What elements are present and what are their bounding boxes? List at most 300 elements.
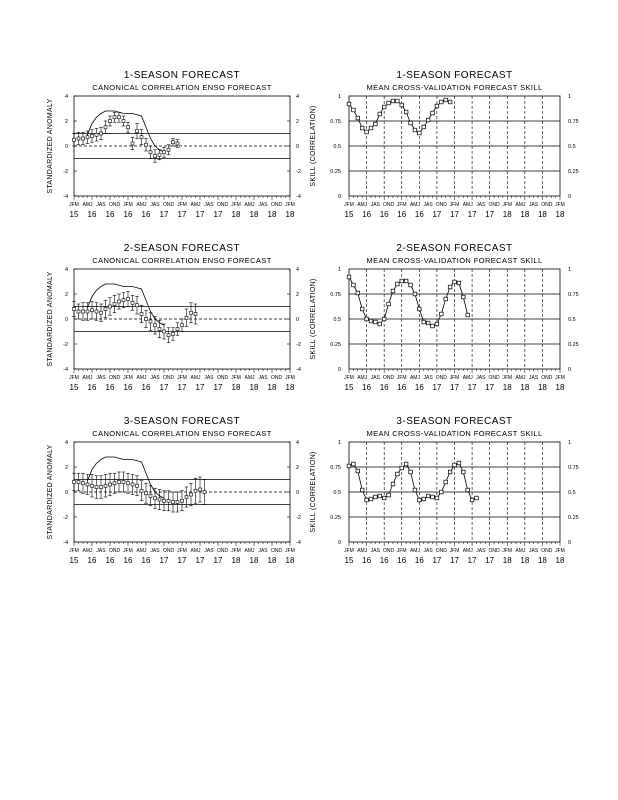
y2-tick-label: -2 bbox=[296, 169, 301, 175]
x-season-label: OND bbox=[488, 548, 500, 554]
x-year-label: 17 bbox=[432, 556, 442, 565]
forecast-point bbox=[118, 116, 121, 119]
y-axis-label: SKILL (CORRELATION) bbox=[310, 451, 317, 533]
x-year-label: 18 bbox=[555, 556, 565, 565]
chart-title: 3-SEASON FORECAST bbox=[396, 416, 513, 427]
skill-point bbox=[352, 283, 356, 287]
y2-tick-label: 0.25 bbox=[568, 342, 579, 348]
x-season-label: JFM bbox=[177, 375, 187, 381]
x-season-label: OND bbox=[435, 548, 447, 554]
x-year-label: 17 bbox=[450, 210, 459, 219]
y-tick-label: 4 bbox=[64, 267, 68, 273]
forecast-point bbox=[172, 333, 175, 336]
chart-title: 1-SEASON FORECAST bbox=[123, 70, 241, 81]
skill-point bbox=[413, 292, 417, 296]
x-season-label: JFM bbox=[502, 548, 513, 554]
x-year-label: 15 bbox=[344, 556, 354, 565]
skill-point bbox=[378, 322, 382, 326]
y-tick-label: 0.25 bbox=[330, 515, 341, 521]
x-year-label: 17 bbox=[159, 210, 169, 219]
skill-point bbox=[387, 302, 391, 306]
y-tick-label: 0 bbox=[64, 490, 68, 496]
skill-point bbox=[422, 320, 426, 324]
skill-point bbox=[347, 275, 351, 279]
forecast-point bbox=[167, 499, 170, 502]
x-year-label: 18 bbox=[231, 383, 241, 392]
x-year-label: 18 bbox=[502, 383, 512, 392]
x-year-label: 18 bbox=[520, 210, 530, 219]
x-season-label: JFM bbox=[502, 202, 513, 208]
forecast-point bbox=[95, 310, 98, 313]
x-year-label: 17 bbox=[213, 210, 223, 219]
forecast-point bbox=[77, 310, 80, 313]
x-season-label: AMJ bbox=[136, 202, 147, 208]
x-year-label: 16 bbox=[87, 210, 97, 219]
skill-point bbox=[413, 128, 417, 132]
x-year-label: 17 bbox=[485, 556, 495, 565]
forecast-point bbox=[136, 484, 139, 487]
forecast-point bbox=[86, 310, 89, 313]
x-season-label: AMJ bbox=[515, 375, 526, 381]
x-season-label: AMJ bbox=[357, 202, 368, 208]
x-season-label: JFM bbox=[285, 375, 295, 381]
chart-subtitle: CANONICAL CORRELATION ENSO FORECAST bbox=[92, 429, 272, 438]
x-year-label: 16 bbox=[379, 210, 389, 219]
x-year-label: 16 bbox=[414, 383, 424, 392]
forecast-point bbox=[91, 309, 94, 312]
x-season-label: JFM bbox=[502, 375, 513, 381]
skill-point bbox=[374, 122, 378, 126]
x-year-label: 16 bbox=[397, 556, 407, 565]
x-year-label: 18 bbox=[537, 383, 547, 392]
x-season-label: OND bbox=[435, 375, 447, 381]
x-year-label: 17 bbox=[159, 383, 169, 392]
y2-tick-label: 1 bbox=[568, 267, 572, 273]
x-year-label: 18 bbox=[285, 210, 295, 219]
x-season-label: OND bbox=[108, 548, 121, 554]
x-season-label: JFM bbox=[555, 375, 565, 381]
x-season-label: JFM bbox=[123, 548, 133, 554]
skill-point bbox=[444, 297, 448, 301]
forecast-point bbox=[86, 483, 89, 486]
chart-subtitle: CANONICAL CORRELATION ENSO FORECAST bbox=[92, 83, 272, 92]
skill-point bbox=[409, 121, 413, 125]
x-year-label: 16 bbox=[379, 556, 389, 565]
forecast-point bbox=[100, 132, 103, 135]
x-year-label: 16 bbox=[141, 210, 151, 219]
chart-subtitle: MEAN CROSS-VALIDATION FORECAST SKILL bbox=[366, 256, 543, 265]
x-year-label: 18 bbox=[231, 210, 241, 219]
forecast-point bbox=[176, 501, 179, 504]
y2-tick-label: 0.75 bbox=[568, 119, 579, 125]
skill-point bbox=[365, 317, 369, 321]
forecast-point bbox=[145, 318, 148, 321]
x-year-label: 16 bbox=[123, 556, 133, 565]
x-year-label: 18 bbox=[249, 383, 259, 392]
x-season-label: JFM bbox=[177, 202, 187, 208]
skill-point bbox=[418, 498, 422, 502]
x-season-label: JAS bbox=[370, 375, 380, 381]
skill-point bbox=[404, 279, 408, 283]
x-season-label: JAS bbox=[96, 202, 106, 208]
y2-tick-label: 0 bbox=[296, 490, 300, 496]
y2-tick-label: -2 bbox=[296, 342, 301, 348]
forecast-point bbox=[73, 308, 76, 311]
x-season-label: JFM bbox=[344, 375, 354, 381]
x-year-label: 16 bbox=[87, 383, 97, 392]
chart-title: 3-SEASON FORECAST bbox=[123, 416, 241, 427]
forecast-point bbox=[149, 494, 152, 497]
x-year-label: 16 bbox=[105, 210, 115, 219]
x-season-label: JAS bbox=[204, 202, 214, 208]
x-season-label: JFM bbox=[231, 202, 241, 208]
forecast-point bbox=[95, 133, 98, 136]
skill-point bbox=[409, 470, 413, 474]
chart-title: 2-SEASON FORECAST bbox=[123, 243, 241, 254]
skill-point bbox=[391, 289, 395, 293]
y2-tick-label: 0.25 bbox=[568, 169, 579, 175]
x-season-label: JAS bbox=[476, 202, 486, 208]
x-season-label: AMJ bbox=[244, 548, 255, 554]
skill-point bbox=[360, 488, 364, 492]
forecast-point bbox=[122, 299, 125, 302]
skill-point bbox=[426, 321, 430, 325]
x-season-label: AMJ bbox=[357, 548, 368, 554]
x-year-label: 16 bbox=[105, 383, 115, 392]
x-season-label: JFM bbox=[69, 548, 79, 554]
forecast-point bbox=[82, 310, 85, 313]
y2-tick-label: 0 bbox=[296, 317, 300, 323]
skill-point bbox=[440, 100, 444, 104]
x-year-label: 18 bbox=[502, 210, 512, 219]
y-tick-label: 2 bbox=[64, 292, 68, 298]
y2-tick-label: 0 bbox=[568, 367, 572, 373]
skill-point bbox=[426, 494, 430, 498]
x-season-label: AMJ bbox=[409, 202, 420, 208]
y2-tick-label: 0.5 bbox=[568, 144, 576, 150]
skill-line bbox=[349, 463, 476, 500]
y2-tick-label: 0 bbox=[568, 194, 572, 200]
skill-point bbox=[400, 279, 404, 283]
y-tick-label: 2 bbox=[64, 465, 68, 471]
forecast-point bbox=[131, 142, 134, 145]
forecast-point bbox=[109, 483, 112, 486]
x-year-label: 15 bbox=[69, 556, 79, 565]
forecast-point bbox=[140, 136, 143, 139]
x-season-label: JFM bbox=[231, 375, 241, 381]
y-tick-label: 0 bbox=[337, 367, 341, 373]
x-season-label: JFM bbox=[449, 375, 460, 381]
forecast-point bbox=[118, 300, 121, 303]
x-year-label: 17 bbox=[485, 210, 495, 219]
x-season-label: AMJ bbox=[190, 548, 201, 554]
forecast-point bbox=[194, 313, 197, 316]
y-axis-label: STANDARDIZED ANOMALY bbox=[47, 98, 54, 194]
x-year-label: 18 bbox=[502, 556, 512, 565]
chart-panel-5 bbox=[47, 416, 301, 565]
forecast-point bbox=[82, 137, 85, 140]
forecast-point bbox=[154, 155, 157, 158]
forecast-point bbox=[154, 497, 157, 500]
y2-tick-label: 2 bbox=[296, 465, 300, 471]
x-season-label: JAS bbox=[204, 548, 214, 554]
y2-tick-label: 4 bbox=[296, 440, 300, 446]
skill-point bbox=[387, 493, 391, 497]
chart-panel-6 bbox=[310, 416, 579, 565]
y2-tick-label: 0.25 bbox=[568, 515, 579, 521]
chart-subtitle: MEAN CROSS-VALIDATION FORECAST SKILL bbox=[366, 429, 543, 438]
x-year-label: 18 bbox=[267, 556, 277, 565]
skill-point bbox=[382, 105, 386, 109]
x-season-label: AMJ bbox=[82, 548, 93, 554]
x-season-label: OND bbox=[216, 548, 229, 554]
skill-point bbox=[356, 291, 360, 295]
forecast-point bbox=[158, 153, 161, 156]
y2-tick-label: 2 bbox=[296, 119, 300, 125]
y-tick-label: 0 bbox=[64, 144, 68, 150]
x-season-label: OND bbox=[216, 375, 229, 381]
forecast-point bbox=[122, 120, 125, 123]
skill-point bbox=[431, 495, 435, 499]
forecast-point bbox=[154, 324, 157, 327]
y-tick-label: 0.5 bbox=[333, 144, 341, 150]
y-tick-label: -4 bbox=[63, 540, 68, 546]
y-tick-label: 0 bbox=[337, 194, 341, 200]
forecast-point bbox=[158, 328, 161, 331]
forecast-point bbox=[73, 138, 76, 141]
skill-point bbox=[475, 496, 479, 500]
x-year-label: 17 bbox=[450, 383, 459, 392]
x-year-label: 17 bbox=[195, 210, 205, 219]
skill-point bbox=[435, 322, 439, 326]
chart-title: 1-SEASON FORECAST bbox=[396, 70, 513, 81]
x-season-label: JFM bbox=[285, 548, 295, 554]
skill-point bbox=[347, 102, 351, 106]
x-year-label: 17 bbox=[177, 556, 187, 565]
forecast-point bbox=[113, 482, 116, 485]
skill-point bbox=[352, 108, 356, 112]
forecast-point bbox=[91, 484, 94, 487]
skill-point bbox=[352, 462, 356, 466]
forecast-point bbox=[176, 328, 179, 331]
forecast-point bbox=[140, 313, 143, 316]
y2-tick-label: 0.75 bbox=[568, 292, 579, 298]
forecast-point bbox=[145, 492, 148, 495]
x-year-label: 17 bbox=[467, 210, 477, 219]
skill-point bbox=[448, 100, 452, 104]
forecast-point bbox=[167, 334, 170, 337]
forecast-point bbox=[95, 486, 98, 489]
x-season-label: OND bbox=[216, 202, 229, 208]
x-season-label: OND bbox=[108, 375, 121, 381]
y-tick-label: -4 bbox=[63, 194, 68, 200]
forecast-point bbox=[104, 308, 107, 311]
skill-point bbox=[413, 488, 417, 492]
x-season-label: OND bbox=[488, 375, 500, 381]
forecast-point bbox=[163, 499, 166, 502]
forecast-point bbox=[181, 499, 184, 502]
forecast-point bbox=[109, 120, 112, 123]
y-tick-label: 0 bbox=[64, 317, 68, 323]
forecast-point bbox=[73, 481, 76, 484]
forecast-point bbox=[163, 151, 166, 154]
x-season-label: JFM bbox=[344, 548, 354, 554]
x-season-label: AMJ bbox=[82, 375, 93, 381]
y2-tick-label: -4 bbox=[296, 540, 301, 546]
skill-point bbox=[461, 470, 465, 474]
skill-point bbox=[396, 472, 400, 476]
skill-point bbox=[435, 104, 439, 108]
x-season-label: JFM bbox=[396, 202, 407, 208]
x-year-label: 15 bbox=[344, 210, 354, 219]
y2-tick-label: 0.75 bbox=[568, 465, 579, 471]
x-season-label: JAS bbox=[150, 202, 160, 208]
y-tick-label: 0.25 bbox=[330, 342, 341, 348]
x-year-label: 16 bbox=[397, 383, 407, 392]
y-tick-label: 0 bbox=[337, 540, 341, 546]
x-season-label: AMJ bbox=[462, 548, 473, 554]
x-season-label: JAS bbox=[476, 375, 486, 381]
x-season-label: JFM bbox=[344, 202, 354, 208]
y2-tick-label: 0.5 bbox=[568, 317, 576, 323]
x-season-label: JAS bbox=[258, 202, 268, 208]
forecast-point bbox=[181, 324, 184, 327]
x-year-label: 18 bbox=[555, 383, 565, 392]
x-year-label: 17 bbox=[450, 556, 459, 565]
y2-tick-label: 0 bbox=[568, 540, 572, 546]
x-season-label: JFM bbox=[449, 548, 460, 554]
x-season-label: JAS bbox=[258, 548, 268, 554]
forecast-point bbox=[163, 330, 166, 333]
x-season-label: JAS bbox=[476, 548, 486, 554]
x-season-label: JAS bbox=[204, 375, 214, 381]
forecast-point bbox=[86, 136, 89, 139]
x-year-label: 17 bbox=[432, 210, 442, 219]
forecast-point bbox=[127, 126, 130, 129]
forecast-point bbox=[185, 316, 188, 319]
skill-point bbox=[374, 495, 378, 499]
x-season-label: JAS bbox=[423, 548, 433, 554]
x-year-label: 17 bbox=[467, 383, 477, 392]
x-year-label: 16 bbox=[414, 210, 424, 219]
x-season-label: JFM bbox=[396, 375, 407, 381]
skill-point bbox=[374, 320, 378, 324]
y2-tick-label: 1 bbox=[568, 440, 572, 446]
x-season-label: JFM bbox=[396, 548, 407, 554]
forecast-point bbox=[172, 141, 175, 144]
x-year-label: 16 bbox=[397, 210, 407, 219]
forecast-point bbox=[131, 483, 134, 486]
x-year-label: 16 bbox=[414, 556, 424, 565]
x-year-label: 17 bbox=[177, 383, 187, 392]
x-season-label: JAS bbox=[96, 375, 106, 381]
skill-point bbox=[391, 99, 395, 103]
x-season-label: JAS bbox=[423, 375, 433, 381]
y-tick-label: 0.75 bbox=[330, 119, 341, 125]
x-season-label: JAS bbox=[258, 375, 268, 381]
x-year-label: 16 bbox=[362, 556, 372, 565]
skill-point bbox=[356, 469, 360, 473]
x-year-label: 18 bbox=[520, 383, 530, 392]
x-season-label: AMJ bbox=[515, 202, 526, 208]
skill-point bbox=[440, 312, 444, 316]
forecast-point bbox=[113, 303, 116, 306]
chart-subtitle: MEAN CROSS-VALIDATION FORECAST SKILL bbox=[366, 83, 543, 92]
skill-point bbox=[365, 498, 369, 502]
forecast-point bbox=[176, 142, 179, 145]
y2-tick-label: 4 bbox=[296, 267, 300, 273]
skill-point bbox=[365, 130, 369, 134]
x-year-label: 17 bbox=[195, 383, 205, 392]
forecast-point bbox=[145, 143, 148, 146]
x-season-label: JFM bbox=[449, 202, 460, 208]
forecast-point bbox=[194, 489, 197, 492]
x-year-label: 17 bbox=[485, 383, 495, 392]
x-season-label: JFM bbox=[177, 548, 187, 554]
x-year-label: 16 bbox=[362, 210, 372, 219]
x-year-label: 17 bbox=[195, 556, 205, 565]
x-season-label: JAS bbox=[150, 375, 160, 381]
forecast-point bbox=[77, 481, 80, 484]
y-tick-label: 0.5 bbox=[333, 317, 341, 323]
forecast-point bbox=[190, 311, 193, 314]
skill-point bbox=[444, 98, 448, 102]
forecast-point bbox=[100, 311, 103, 314]
skill-point bbox=[448, 470, 452, 474]
skill-point bbox=[457, 281, 461, 285]
y-tick-label: -4 bbox=[63, 367, 68, 373]
skill-point bbox=[466, 488, 470, 492]
x-season-label: OND bbox=[383, 375, 395, 381]
x-year-label: 18 bbox=[555, 210, 565, 219]
x-year-label: 18 bbox=[267, 383, 277, 392]
y-tick-label: 0.75 bbox=[330, 292, 341, 298]
x-year-label: 17 bbox=[213, 556, 223, 565]
skill-point bbox=[457, 461, 461, 465]
skill-point bbox=[356, 116, 360, 120]
y-tick-label: 4 bbox=[64, 440, 68, 446]
forecast-point bbox=[203, 491, 206, 494]
x-season-label: AMJ bbox=[136, 548, 147, 554]
x-season-label: JFM bbox=[123, 375, 133, 381]
x-season-label: AMJ bbox=[515, 548, 526, 554]
x-season-label: JAS bbox=[96, 548, 106, 554]
x-season-label: JFM bbox=[555, 202, 565, 208]
skill-point bbox=[422, 125, 426, 129]
y2-tick-label: 0.5 bbox=[568, 490, 576, 496]
skill-point bbox=[382, 317, 386, 321]
skill-point bbox=[418, 307, 422, 311]
x-season-label: OND bbox=[435, 202, 447, 208]
x-year-label: 18 bbox=[267, 210, 277, 219]
skill-point bbox=[448, 285, 452, 289]
x-season-label: JFM bbox=[285, 202, 295, 208]
x-year-label: 17 bbox=[432, 383, 442, 392]
x-season-label: OND bbox=[270, 548, 283, 554]
x-season-label: JAS bbox=[370, 548, 380, 554]
skill-point bbox=[431, 111, 435, 115]
x-year-label: 16 bbox=[105, 556, 115, 565]
skill-point bbox=[444, 480, 448, 484]
skill-point bbox=[360, 126, 364, 130]
x-season-label: OND bbox=[383, 202, 395, 208]
skill-point bbox=[360, 307, 364, 311]
x-season-label: JAS bbox=[529, 202, 539, 208]
forecast-point bbox=[158, 498, 161, 501]
y-tick-label: -2 bbox=[63, 515, 68, 521]
x-year-label: 18 bbox=[249, 210, 259, 219]
x-year-label: 18 bbox=[231, 556, 241, 565]
